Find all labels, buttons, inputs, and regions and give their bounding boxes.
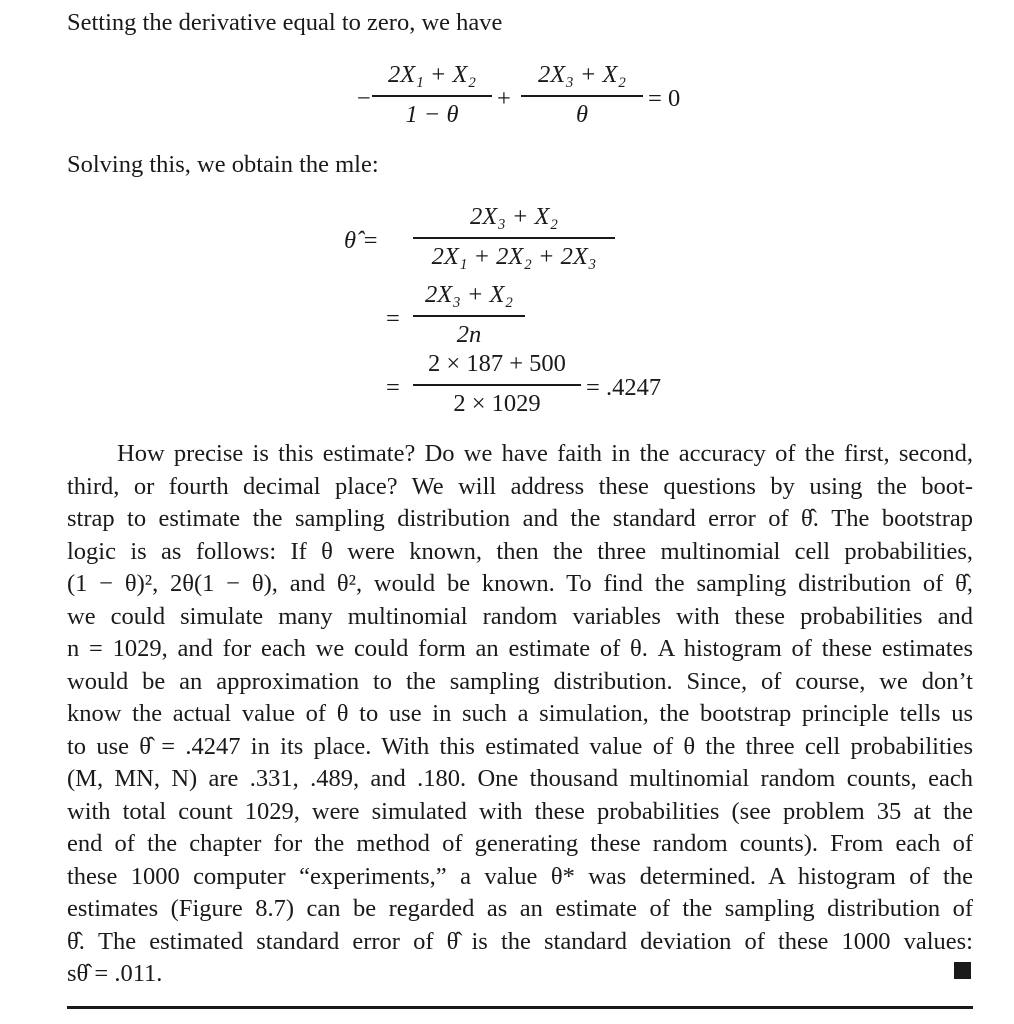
equals-sign-3: =: [386, 374, 400, 401]
paragraph-line: strap to estimate the sampling distribution and the standard error of θ̂. The bootstrap: [67, 505, 973, 532]
mle-fraction-1: [413, 202, 615, 274]
numerator: 2X₃ + X₂: [538, 61, 626, 88]
fraction-bar: [372, 95, 492, 97]
paragraph-line: know the actual value of θ to use in such a simulation, the bootstrap principle tells us: [67, 700, 973, 727]
equals-sign-2: =: [386, 305, 400, 332]
numerator: 2X₃ + X₂: [425, 281, 513, 308]
paragraph-line: n = 1029, and for each we could form an estimate of θ. A histogram of these estimates: [67, 635, 973, 662]
fraction-bar: [413, 237, 615, 239]
numerator: 2X₃ + X₂: [470, 203, 558, 230]
denominator: 1 − θ: [405, 101, 459, 128]
bootstrap-paragraph: [67, 438, 973, 991]
numerator: 2X₁ + X₂: [388, 61, 476, 88]
paragraph-line: logic is as follows: If θ were known, then the three multinomial cell probabilities,: [67, 537, 973, 565]
leading-minus: −: [357, 85, 371, 112]
solving-sentence: Solving this, we obtain the mle:: [67, 151, 379, 178]
paragraph-line: (1 − θ)², 2θ(1 − θ), and θ², would be known. To find the sampling distribution of θ̂,: [67, 570, 973, 597]
paragraph-line: end of the chapter for the method of generating these random counts). From each of: [67, 830, 973, 857]
paragraph-line: we could simulate many multinomial random variables with these probabilities and: [67, 602, 973, 630]
paragraph-line: θ̂. The estimated standard error of θ̂ is the standard deviation of these 1000 values:: [67, 927, 973, 955]
fraction-bar: [521, 95, 643, 97]
equals-zero: = 0: [648, 85, 681, 112]
numerator: 2 × 187 + 500: [428, 350, 566, 377]
paragraph-line: (M, MN, N) are .331, .489, and .180. One thousand multinomial random counts, each: [67, 765, 973, 792]
denominator: 2 × 1029: [453, 390, 541, 417]
paragraph-line: sθ̂ = .011.: [67, 960, 163, 987]
plus-sign: +: [497, 85, 511, 112]
fraction-term-2: [521, 60, 643, 132]
paragraph-line: would be an approximation to the sampling distribution. Since, of course, we don’t: [67, 667, 973, 695]
end-of-proof-square-icon: [954, 962, 971, 979]
fraction-term-1: [372, 60, 492, 132]
paragraph-line: How precise is this estimate? Do we have faith in the accuracy of the first, second,: [117, 440, 973, 467]
paragraph-line: these 1000 computer “experiments,” a value θ* was determined. A histogram of the: [67, 862, 973, 890]
intro-sentence: Setting the derivative equal to zero, we have: [67, 9, 503, 36]
paragraph-line: with total count 1029, were simulated with these probabilities (see problem 35 at the: [67, 797, 973, 825]
denominator: θ: [575, 101, 589, 128]
paragraph-line: to use θ̂ = .4247 in its place. With this estimated value of θ the three cell probabilities: [67, 732, 973, 760]
fraction-bar: [413, 384, 581, 386]
theta-hat-lhs: θ̂ =: [344, 227, 379, 254]
paragraph-line: third, or fourth decimal place? We will address these questions by using the boot-: [67, 472, 973, 500]
paragraph-line: estimates (Figure 8.7) can be regarded as an estimate of the sampling distribution of: [67, 895, 973, 922]
mle-result: = .4247: [586, 374, 662, 401]
mle-fraction-3: [413, 349, 581, 421]
mle-fraction-2: [413, 280, 525, 352]
denominator: 2X₁ + 2X₂ + 2X₃: [431, 243, 597, 270]
denominator: 2n: [456, 321, 482, 348]
bottom-divider: [67, 1006, 973, 1009]
fraction-bar: [413, 315, 525, 317]
